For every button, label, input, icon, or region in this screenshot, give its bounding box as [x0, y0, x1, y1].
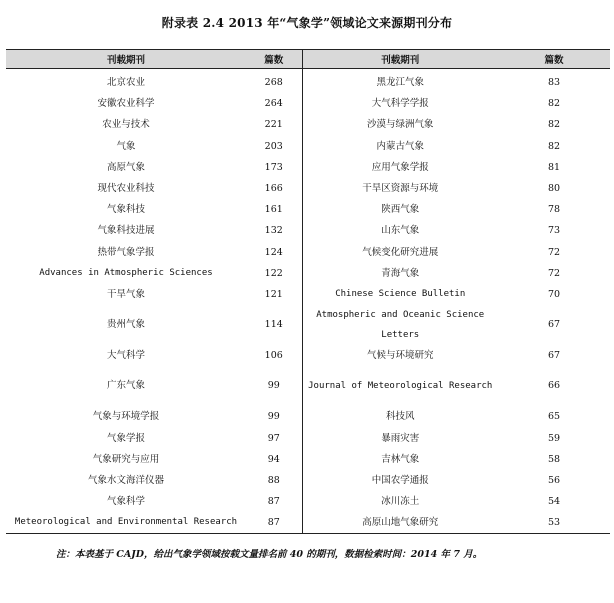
- paper-count-right: 82: [547, 140, 561, 152]
- journal-name-right: 沙漠与绿洲气象: [302, 114, 498, 135]
- table-row: [6, 406, 610, 427]
- table-row: [6, 199, 610, 220]
- journal-name-left: 北京农业: [106, 77, 145, 89]
- paper-count-left: 122: [264, 267, 283, 279]
- table-row: [6, 512, 610, 533]
- paper-count-right: 67: [547, 319, 561, 331]
- journal-name-left: 气象研究与应用: [92, 453, 160, 465]
- journal-name-left: 大气科学: [106, 350, 145, 362]
- journal-table-container: [6, 49, 610, 534]
- paper-count-left: 268: [264, 77, 283, 89]
- paper-count-left: 87: [267, 496, 280, 508]
- table-row: [6, 491, 610, 512]
- table-body: [6, 69, 610, 534]
- journal-name-left: 贵州气象: [106, 319, 145, 331]
- table-row: [6, 345, 610, 366]
- paper-count-left: 88: [267, 474, 280, 486]
- journal-name-right: 大气科学学报: [302, 93, 498, 114]
- journal-name-right: 吉林气象: [302, 449, 498, 470]
- paper-count-right: 65: [547, 411, 561, 423]
- journal-name-right: 陕西气象: [302, 199, 498, 220]
- paper-count-left: 124: [264, 246, 283, 258]
- table-row: [6, 284, 610, 305]
- paper-count-left: 87: [267, 517, 280, 529]
- paper-count-right: 70: [547, 288, 561, 300]
- journal-name-right: 山东气象: [302, 220, 498, 241]
- paper-count-right: 82: [547, 98, 561, 110]
- table-row: [6, 263, 610, 284]
- journal-name-left: 热带气象学报: [97, 246, 155, 258]
- paper-count-left: 173: [264, 161, 283, 173]
- journal-name-left: 广东气象: [106, 380, 145, 392]
- paper-count-left: 114: [264, 319, 283, 331]
- paper-count-right: 54: [547, 496, 561, 508]
- header-count-left: 篇数: [246, 50, 302, 69]
- paper-count-left: 221: [264, 119, 283, 131]
- paper-count-right: 59: [547, 432, 561, 444]
- journal-name-right: Atmospheric and Oceanic Science Letters: [302, 305, 498, 345]
- paper-count-right: 73: [547, 225, 561, 237]
- journal-name-right: Chinese Science Bulletin: [302, 284, 498, 305]
- paper-count-right: 78: [547, 204, 561, 216]
- table-row: [6, 366, 610, 406]
- table-row: [6, 220, 610, 241]
- journal-name-right: 暴雨灾害: [302, 427, 498, 448]
- paper-count-left: 121: [264, 288, 283, 300]
- paper-count-left: 264: [264, 98, 283, 110]
- paper-count-left: 99: [267, 380, 280, 392]
- journal-name-right: 中国农学通报: [302, 470, 498, 491]
- paper-count-right: 53: [547, 517, 561, 529]
- paper-count-right: 72: [547, 246, 561, 258]
- paper-count-right: 72: [547, 267, 561, 279]
- table-row: [6, 305, 610, 345]
- journal-name-right: 气候变化研究进展: [302, 242, 498, 263]
- journal-name-left: Meteorological and Environmental Research: [14, 517, 238, 528]
- journal-name-left: 气象科技: [106, 204, 145, 216]
- table-row: [6, 157, 610, 178]
- journal-name-left: 气象科学: [106, 496, 145, 508]
- paper-count-right: 67: [547, 350, 561, 362]
- paper-count-right: 80: [547, 183, 561, 195]
- paper-count-right: 83: [547, 77, 561, 89]
- table-row: [6, 449, 610, 470]
- paper-count-left: 99: [267, 411, 280, 423]
- paper-count-right: 56: [547, 474, 561, 486]
- paper-count-right: 82: [547, 119, 561, 131]
- journal-name-left: 气象与环境学报: [92, 411, 160, 423]
- table-title: 附录表 2.4 2013 年“气象学”领域论文来源期刊分布: [161, 16, 453, 30]
- table-row: [6, 136, 610, 157]
- journal-name-right: 干旱区资源与环境: [302, 178, 498, 199]
- journal-name-left: 安徽农业科学: [97, 98, 155, 110]
- table-row: [6, 242, 610, 263]
- paper-count-left: 203: [264, 140, 283, 152]
- journal-name-right: 黑龙江气象: [302, 69, 498, 94]
- journal-name-right: Journal of Meteorological Research: [302, 366, 498, 406]
- journal-distribution-table: [6, 50, 610, 533]
- paper-count-right: 81: [547, 161, 561, 173]
- journal-name-left: 气象水文海洋仪器: [87, 474, 164, 486]
- paper-count-left: 106: [264, 350, 283, 362]
- table-note: 注：本表基于 CAJD，给出气象学领域按载文量排名前 40 的期刊，数据检索时间：2014 年 7 月。: [56, 549, 483, 560]
- paper-count-right: 58: [547, 453, 561, 465]
- header-journal-right: 刊载期刊: [302, 50, 498, 69]
- journal-name-right: 应用气象学报: [302, 157, 498, 178]
- table-row: [6, 427, 610, 448]
- journal-name-right: 冰川冻土: [302, 491, 498, 512]
- journal-name-right: 气候与环境研究: [302, 345, 498, 366]
- header-count-right: 篇数: [498, 50, 610, 69]
- journal-name-right: 科技风: [302, 406, 498, 427]
- journal-name-left: 高原气象: [106, 161, 145, 173]
- journal-name-right: 高原山地气象研究: [302, 512, 498, 533]
- journal-name-right: 内蒙古气象: [302, 136, 498, 157]
- journal-name-left: 干旱气象: [106, 288, 145, 300]
- paper-count-left: 166: [264, 183, 283, 195]
- paper-count-left: 94: [267, 453, 280, 465]
- header-journal-left: 刊载期刊: [6, 50, 246, 69]
- table-row: [6, 178, 610, 199]
- paper-count-left: 161: [264, 204, 283, 216]
- table-header-row: [6, 50, 610, 69]
- paper-count-left: 97: [267, 432, 280, 444]
- table-row: [6, 470, 610, 491]
- journal-name-left: 气象学报: [106, 432, 145, 444]
- table-row: [6, 93, 610, 114]
- journal-name-left: 现代农业科技: [97, 183, 155, 195]
- journal-name-left: 气象: [116, 140, 136, 152]
- table-row: [6, 69, 610, 94]
- paper-count-left: 132: [264, 225, 283, 237]
- journal-name-left: 农业与技术: [102, 119, 150, 131]
- table-row: [6, 114, 610, 135]
- journal-name-left: Advances in Atmospheric Sciences: [39, 267, 213, 278]
- journal-name-right: 青海气象: [302, 263, 498, 284]
- paper-count-right: 66: [547, 380, 561, 392]
- journal-name-left: 气象科技进展: [97, 225, 155, 237]
